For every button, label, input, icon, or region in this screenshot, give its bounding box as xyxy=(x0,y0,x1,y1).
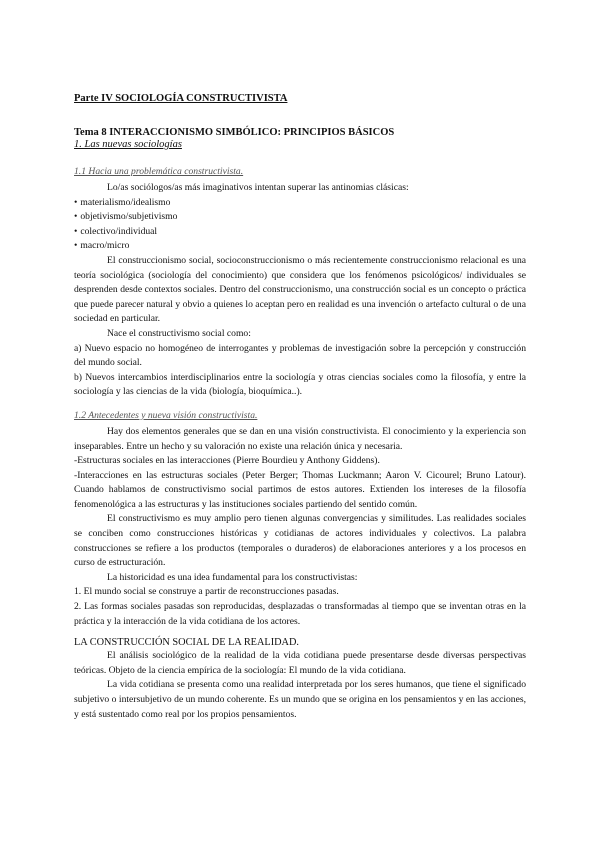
part-title: Parte IV SOCIOLOGÍA CONSTRUCTIVISTA xyxy=(74,93,288,104)
paragraph: La historicidad es una idea fundamental para los constructivistas: xyxy=(107,571,358,583)
paragraph: Hay dos elementos generales que se dan en una visión constructivista. El conocimiento y la experiencia son inseparables. Entre un hecho y su valoración no existe una relación única y necesaria. xyxy=(74,425,526,452)
paragraph: Nace el constructivismo social como: xyxy=(107,327,251,339)
bullet-item: • macro/micro xyxy=(74,239,526,254)
section-3-title: LA CONSTRUCCIÓN SOCIAL DE LA REALIDAD. xyxy=(74,637,300,649)
paragraph: El análisis sociológico de la realidad de la vida cotidiana puede presentarse desde diversas perspectivas teóricas. Objeto de la ciencia empírica de la sociología: El mundo de la vida cotidiana. xyxy=(74,650,526,676)
section-1-2-title: 1.2 Antecedentes y nueva visión constructivista. xyxy=(74,409,258,421)
bullet-item: • colectivo/individual xyxy=(74,225,526,240)
list-item-a: a) Nuevo espacio no homogéneo de interrogantes y problemas de investigación sobre la percepción y construcción del mundo social. xyxy=(74,342,526,369)
subsection-title: 1. Las nuevas sociologías xyxy=(74,139,182,150)
paragraph: -Interacciones en las estructuras sociales (Peter Berger; Thomas Luckmann; Aaron V. Cicourel; Bruno Latour). Cuando hablamos de constructivismo social partimos de estos autores. Extienden los intereses de la filosofía fenomenológica a las estructuras y las instituciones sociales partiendo del sentido común. xyxy=(74,469,526,510)
document-body xyxy=(74,93,526,722)
bullet-item: • objetivismo/subjetivismo xyxy=(74,210,526,225)
paragraph: La vida cotidiana se presenta como una realidad interpretada por los seres humanos, que tiene el significado subjetivo o intersubjetivo de un mundo coherente. Es un mundo que se origina en los pensamientos y en las acciones, y está sustentado como real por los propios pensamientos. xyxy=(74,679,526,720)
list-item-2: 2. Las formas sociales pasadas son reproducidas, desplazadas o transformadas al tiempo que se inventan otras en la práctica y la interacción de la vida cotidiana de los actores. xyxy=(74,601,526,627)
bullet-item: • materialismo/idealismo xyxy=(74,196,526,211)
section-1-1-intro: Lo/as sociólogos/as más imaginativos intentan superar las antinomias clásicas: xyxy=(107,182,409,193)
paragraph: -Estructuras sociales en las interacciones (Pierre Bourdieu y Anthony Giddens). xyxy=(74,455,380,467)
paragraph: El construccionismo social, socioconstruccionismo o más recientemente construccionismo relacional es una teoría sociológica (sociología del conocimiento) que considera que los fenómenos psicológicos/ individuales se desprenden desde contextos sociales. Dentro del construccionismo, una construcción social es un concepto o práctica que puede parecer natural y obvio a quienes lo aceptan pero en realidad es una invención o artefacto cultural o de una sociedad en particular. xyxy=(74,254,526,325)
tema-title: Tema 8 INTERACCIONISMO SIMBÓLICO: PRINCIPIOS BÁSICOS xyxy=(74,127,395,138)
paragraph: El constructivismo es muy amplio pero tienen algunas convergencias y similitudes. Las realidades sociales se conciben como construcciones históricas y cotidianas de actores individuales y colectivos. La palabra construcciones se refiere a los productos (temporales o duraderos) de elaboraciones anteriores y a los procesos en curso de estructuración. xyxy=(74,513,526,569)
spacer xyxy=(74,400,526,410)
list-item-1: 1. El mundo social se construye a partir de reconstrucciones pasadas. xyxy=(74,586,339,598)
section-1-1-title: 1.1 Hacia una problemática constructivista. xyxy=(74,166,244,177)
list-item-b: b) Nuevos intercambios interdisciplinarios entre la sociología y otras ciencias sociales como la filosofía, y entre la sociología y las ciencias de la vida (biología, bioquímica..). xyxy=(74,371,526,398)
